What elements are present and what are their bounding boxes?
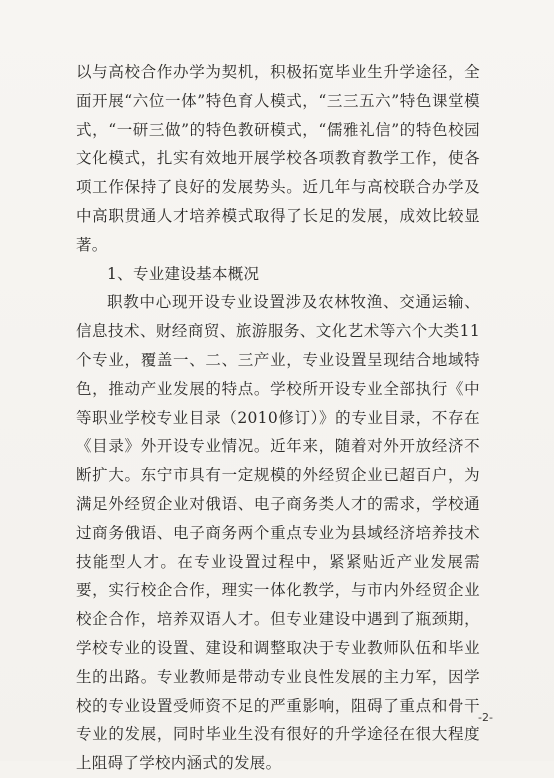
- page-number: -2-: [478, 711, 493, 724]
- section-heading: 1、专业建设基本概况: [107, 264, 260, 283]
- document-body: [76, 58, 480, 778]
- paragraph-2: 职教中心现开设专业设置涉及农林牧渔、交通运输、信息技术、财经商贸、旅游服务、文化艺术等六个大类11个专业，覆盖一、二、三产业，专业设置呈现结合地域特色，推动产业发展的特点。学校所开设专业全部执行《中等职业学校专业目录（2010修订）》的专业目录，不存在《目录》外开设专业情况。近年来，随着对外开放经济不断扩大。东宁市具有一定规模的外经贸企业已超百户，为满足外经贸企业对俄语、电子商务类人才的需求，学校通过商务俄语、电子商务两个重点专业为县域经济培养技术技能型人才。在专业设置过程中，紧紧贴近产业发展需要，实行校企合作，理实一体化教学，与市内外经贸企业校企合作，培养双语人才。但专业建设中遇到了瓶颈期，学校专业的设置、建设和调整取决于专业教师队伍和毕业生的出路。专业教师是带动专业良性发展的主力军，因学校的专业设置受师资不足的严重影响，阻碍了重点和骨干专业的发展，同时毕业生没有很好的升学途径在很大程度上阻碍了学校内涵式的发展。: [76, 293, 480, 773]
- paragraph-1: 以与高校合作办学为契机，积极拓宽毕业生升学途径，全面开展“六位一体”特色育人模式，“三三五六”特色课堂模式，“一研三做”的特色教研模式，“儒雅礼信”的特色校园文化模式，扎实有效地开展学校各项教育教学工作，使各项工作保持了良好的发展势头。近几年与高校联合办学及中高职贯通人才培养模式取得了长足的发展，成效比较显著。: [76, 63, 480, 254]
